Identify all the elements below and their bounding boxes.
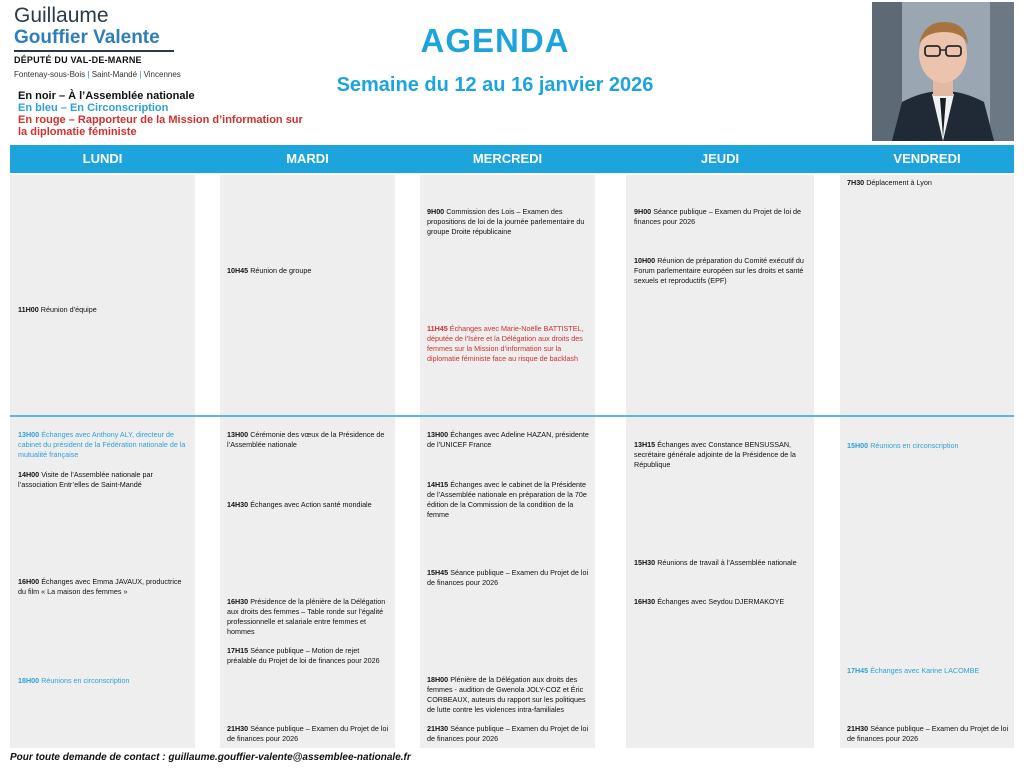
event-mercredi-5: 15H45 Séance publique – Examen du Projet de loi de finances pour 2026 — [427, 568, 589, 587]
town-2: Saint-Mandé — [91, 70, 138, 79]
day-header-vendredi: VENDREDI — [893, 151, 961, 166]
event-mercredi-2: 11H45 Échanges avec Marie-Noëlle BATTISTEL, députée de l’Isère et la Délégation aux droits des femmes sur la Mission d’information sur la diplomatie féministe face au risque de backlash — [427, 324, 584, 363]
event-mercredi-7: 21H30 Séance publique – Examen du Projet de loi de finances pour 2026 — [427, 724, 589, 743]
event-lundi-2: 13H00 Échanges avec Anthony ALY, directeur de cabinet du président de la Fédération nationale de la mutualité française — [18, 430, 186, 459]
event-lundi-4: 16H00 Échanges avec Emma JAVAUX, productrice du film « La maison des femmes » — [18, 577, 182, 596]
logo-role: DÉPUTÉ DU VAL-DE-MARNE — [14, 55, 142, 65]
event-mercredi-1: 9H00 Commission des Lois – Examen des propositions de loi de la journée parlementaire du groupe Droite républicaine — [427, 207, 585, 236]
event-lundi-3: 14H00 Visite de l’Assemblée nationale par l’association Entr’elles de Saint-Mandé — [18, 470, 153, 489]
event-mardi-6: 21H30 Séance publique – Examen du Projet de loi de finances pour 2026 — [227, 724, 389, 743]
column-lundi — [10, 175, 195, 748]
town-separator: | — [85, 70, 92, 79]
event-vendredi-4: 21H30 Séance publique – Examen du Projet de loi de finances pour 2026 — [847, 724, 1009, 743]
legend-blue: En bleu – En Circonscription — [18, 102, 169, 114]
event-lundi-1: 11H00 Réunion d’équipe — [18, 305, 97, 314]
event-jeudi-3: 13H15 Échanges avec Constance BENSUSSAN, secrétaire générale adjointe de la Présidence de la République — [634, 440, 796, 469]
color-legend — [18, 90, 303, 138]
event-mercredi-4: 14H15 Échanges avec le cabinet de la Présidente de l’Assemblée nationale en préparation de la 70e édition de la Commission de la condition de la femme — [427, 480, 587, 519]
event-mardi-3: 14H30 Échanges avec Action santé mondiale — [227, 500, 372, 509]
page-title: AGENDA — [420, 22, 570, 59]
event-mercredi-3: 13H00 Échanges avec Adeline HAZAN, présidente de l’UNICEF France — [427, 430, 589, 449]
logo-towns — [14, 70, 181, 79]
event-mercredi-6: 18H00 Plénière de la Délégation aux droits des femmes - audition de Gwenola JOLY-COZ et Éric CORBEAUX, auteurs du rapport sur les politiques de lutte contre les violences intra-familiales — [427, 675, 586, 714]
column-vendredi — [840, 175, 1014, 748]
portrait-photo — [872, 2, 1014, 141]
legend-red: En rouge – Rapporteur de la Mission d’information sur la diplomatie féministe — [18, 114, 303, 138]
event-mardi-1: 10H45 Réunion de groupe — [227, 266, 312, 275]
day-header-mardi: MARDI — [286, 151, 329, 166]
event-jeudi-5: 16H30 Échanges avec Seydou DJERMAKOYE — [634, 597, 785, 606]
contact-footer: Pour toute demande de contact : guillaume.gouffier-valente@assemblee-nationale.fr — [10, 752, 411, 763]
logo-last-name: Gouffier Valente — [14, 27, 160, 48]
event-mardi-5: 17H15 Séance publique – Motion de rejet préalable du Projet de loi de finances pour 2026 — [227, 646, 380, 665]
town-separator: | — [137, 70, 144, 79]
legend-black: En noir – À l’Assemblée nationale — [18, 90, 195, 102]
event-jeudi-1: 9H00 Séance publique – Examen du Projet de loi de finances pour 2026 — [634, 207, 802, 226]
column-mercredi — [420, 175, 595, 748]
event-vendredi-2: 15H00 Réunions en circonscription — [847, 441, 959, 450]
day-header-mercredi: MERCREDI — [472, 151, 543, 166]
logo-first-name: Guillaume — [14, 4, 109, 27]
event-lundi-5: 18H00 Réunions en circonscription — [18, 676, 130, 685]
event-vendredi-3: 17H45 Échanges avec Karine LACOMBE — [847, 666, 980, 675]
page-subtitle: Semaine du 12 au 16 janvier 2026 — [336, 74, 654, 96]
town-3: Vincennes — [143, 70, 181, 79]
day-header-jeudi: JEUDI — [700, 151, 740, 166]
day-header-lundi: LUNDI — [82, 151, 123, 166]
event-jeudi-4: 15H30 Réunions de travail à l’Assemblée nationale — [634, 558, 797, 567]
event-vendredi-1: 7H30 Déplacement à Lyon — [847, 178, 932, 187]
town-1: Fontenay-sous-Bois — [14, 70, 86, 79]
event-jeudi-2: 10H00 Réunion de préparation du Comité exécutif du Forum parlementaire européen sur les droits et santé sexuels et reproductifs (EPF) — [634, 256, 804, 285]
event-mardi-2: 13H00 Cérémonie des vœux de la Présidence de l’Assemblée nationale — [227, 430, 385, 449]
logo-divider — [14, 50, 174, 52]
midday-divider — [10, 415, 1014, 417]
event-mardi-4: 16H30 Présidence de la plénière de la Délégation aux droits des femmes – Table ronde sur l’égalité professionnelle et salariale entre femmes et hommes — [227, 597, 386, 636]
